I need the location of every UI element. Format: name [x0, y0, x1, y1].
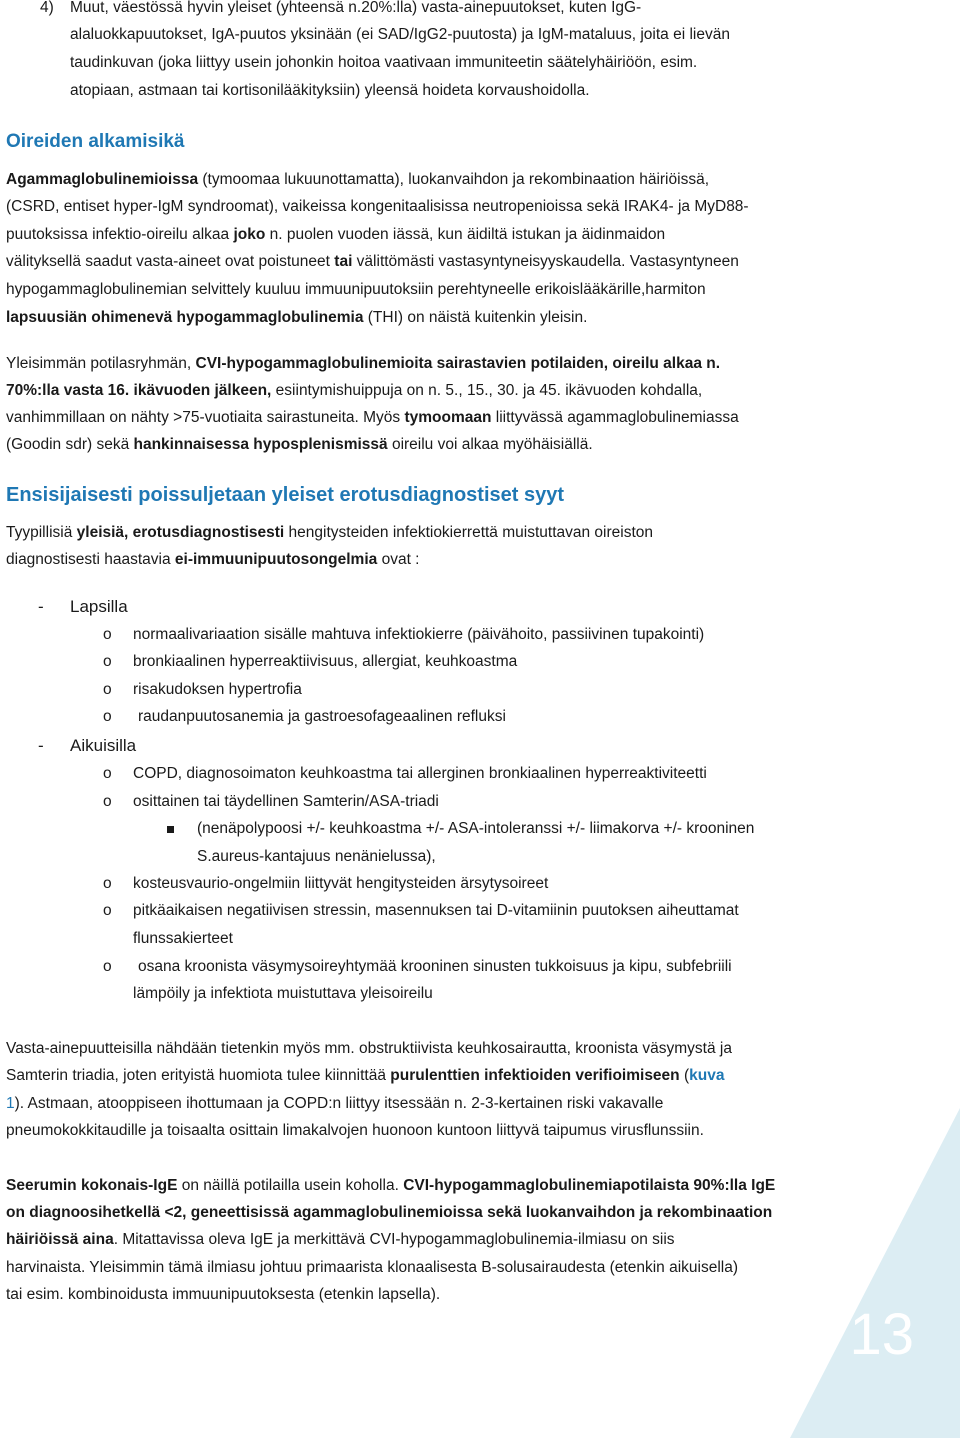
list-item: kosteusvaurio-ongelmiin liittyvät hengitysteiden ärsytysoireet	[133, 875, 549, 892]
para-line: on diagnoosihetkellä <2, geneettisissä agammaglobulinemioissa sekä luokanvaihdon ja rekombinaation	[6, 1204, 773, 1221]
corner-decoration	[790, 1108, 960, 1438]
para-line: (CSRD, entiset hyper-IgM syndroomat), vaikeissa kongenitaalisissa neutropenioissa sekä IRAK4- ja MyD88-	[6, 198, 749, 215]
figure-link-number[interactable]: 1	[6, 1095, 15, 1112]
section-heading-onset-age: Oireiden alkamisikä	[6, 131, 185, 152]
list-heading-adults: Aikuisilla	[70, 736, 137, 755]
item4-line-1: Muut, väestössä hyvin yleiset (yhteensä n.20%:lla) vasta-ainepuutokset, kuten IgG-	[70, 0, 642, 16]
item4-line-4: atopiaan, astmaan tai kortisonilääkityksiin) yleensä hoideta korvaushoidolla.	[70, 82, 590, 99]
bullet-marker: o	[103, 793, 112, 810]
sub-list-item: (nenäpolypoosi +/- keuhkoastma +/- ASA-intoleranssi +/- liimakorva +/- krooninen	[197, 820, 755, 837]
item4-line-3: taudinkuvan (joka liittyy usein johonkin hoitoa vaativaan immuniteetin säätelyhäiriöön, esim.	[70, 54, 698, 71]
list-item: pitkäaikaisen negatiivisen stressin, masennuksen tai D-vitamiinin puutoksen aiheuttamat	[133, 902, 739, 919]
para-line: puutoksissa infektio-oireilu alkaa joko n. puolen vuoden iässä, kun äidiltä istukan ja äidinmaidon	[6, 226, 666, 243]
para-line: Samterin triadia, joten erityistä huomiota tulee kiinnittää purulenttien infektioiden verifioimiseen (kuva	[6, 1067, 725, 1084]
para-line: Agammaglobulinemioissa (tymoomaa lukuunottamatta), luokanvaihdon ja rekombinaation häiriöissä,	[6, 171, 709, 188]
sub-list-item-cont: S.aureus-kantajuus nenänielussa),	[197, 848, 436, 865]
bullet-marker: o	[103, 875, 112, 892]
figure-link[interactable]: kuva	[689, 1067, 725, 1084]
item-number: 4)	[40, 0, 54, 16]
bullet-marker: o	[103, 902, 112, 919]
dash-marker: -	[38, 597, 44, 616]
para-line: diagnostisesti haastavia ei-immuunipuutosongelmia ovat :	[6, 551, 420, 568]
list-item: raudanpuutosanemia ja gastroesofageaalinen refluksi	[138, 708, 506, 725]
para-line: häiriöissä aina. Mitattavissa oleva IgE ja merkittävä CVI-hypogammaglobulinemia-ilmiasu on siis	[6, 1231, 675, 1248]
square-bullet-icon	[167, 819, 174, 839]
bullet-marker: o	[103, 626, 112, 643]
para-line: (Goodin sdr) sekä hankinnaisessa hyposplenismissä oireilu voi alkaa myöhäisiällä.	[6, 436, 593, 453]
list-item: COPD, diagnosoimaton keuhkoastma tai allerginen bronkiaalinen hyperreaktiviteetti	[133, 765, 707, 782]
bullet-marker: o	[103, 708, 112, 725]
item4-line-2: alaluokkapuutokset, IgA-puutos yksinään (ei SAD/IgG2-puutosta) ja IgM-mataluus, joita ei lievän	[70, 26, 730, 43]
bullet-marker: o	[103, 681, 112, 698]
para-line: tai esim. kombinoidusta immuunipuutoksesta (etenkin lapsella).	[6, 1286, 441, 1303]
para-line: välityksellä saadut vasta-aineet ovat poistuneet tai välittömästi vastasyntyneisyyskaudella. Vastasyntyneen	[6, 253, 739, 270]
para-line: harvinaista. Yleisimmin tämä ilmiasu johtuu primaarista klonaalisesta B-solusairaudesta (etenkin aikuisella)	[6, 1259, 738, 1276]
list-item: risakudoksen hypertrofia	[133, 681, 302, 698]
para-line: Yleisimmän potilasryhmän, CVI-hypogammaglobulinemioita sairastavien potilaiden, oireilu alkaa n.	[6, 355, 721, 372]
list-heading-children: Lapsilla	[70, 597, 128, 616]
para-line: Vasta-ainepuutteisilla nähdään tietenkin myös mm. obstruktiivista keuhkosairautta, kroonista väsymystä ja	[6, 1040, 732, 1057]
para-line: Seerumin kokonais-IgE on näillä potilailla usein koholla. CVI-hypogammaglobulinemiapotilaista 90%:lla IgE	[6, 1177, 776, 1194]
list-item: osittainen tai täydellinen Samterin/ASA-triadi	[133, 793, 439, 810]
bullet-marker: o	[103, 958, 112, 975]
list-item: normaalivariaation sisälle mahtuva infektiokierre (päivähoito, passiivinen tupakointi)	[133, 626, 705, 643]
para-line: hypogammaglobulinemian selvittely kuuluu immuunipuutoksiin perehtyneelle erikoislääkärille,harmiton	[6, 281, 706, 298]
bullet-marker: o	[103, 765, 112, 782]
section-heading-differential: Ensisijaisesti poissuljetaan yleiset erotusdiagnostiset syyt	[6, 484, 564, 506]
para-line: 70%:lla vasta 16. ikävuoden jälkeen, esiintymishuippuja on n. 5., 15., 30. ja 45. ikävuoden kohdalla,	[6, 382, 703, 399]
bullet-marker: o	[103, 653, 112, 670]
page-number: 13	[849, 1302, 914, 1367]
para-line: vanhimmillaan on nähty >75-vuotiaita sairastuneita. Myös tymoomaan liittyvässä agammaglobulinemiassa	[6, 409, 739, 426]
para-line: Tyypillisiä yleisiä, erotusdiagnostisesti hengitysteiden infektiokierrettä muistuttavan oireiston	[6, 524, 654, 541]
para-line: 1). Astmaan, atooppiseen ihottumaan ja COPD:n liittyy itsessään n. 2-3-kertainen riski vakavalle	[6, 1095, 664, 1112]
para-line: pneumokokkitaudille ja toisaalta osittain limakalvojen huonoon kuntoon liittyvä taipumus virusflunssiin.	[6, 1122, 704, 1139]
dash-marker: -	[38, 736, 44, 755]
list-item-cont: lämpöily ja infektiota muistuttava yleisoireilu	[133, 985, 433, 1002]
list-item: bronkiaalinen hyperreaktiivisuus, allergiat, keuhkoastma	[133, 653, 518, 670]
para-line: lapsuusiän ohimenevä hypogammaglobulinemia (THI) on näistä kuitenkin yleisin.	[6, 309, 588, 326]
list-item: osana kroonista väsymysoireyhtymää krooninen sinusten tukkoisuus ja kipu, subfebriili	[138, 958, 732, 975]
list-item-cont: flunssakierteet	[133, 930, 233, 947]
